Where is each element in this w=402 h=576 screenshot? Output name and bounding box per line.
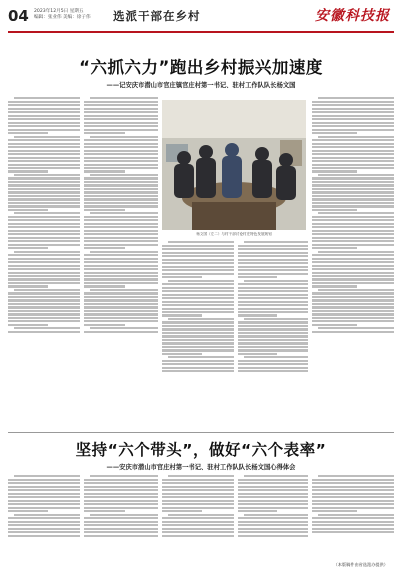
article2-subtitle: ——安庆市潜山市官庄村第一书记、驻村工作队队长杨文国心得体会 bbox=[106, 464, 296, 471]
article2-column bbox=[162, 474, 234, 562]
article1-column bbox=[8, 96, 80, 426]
page-number: 04 bbox=[8, 7, 29, 25]
header-rule bbox=[8, 31, 394, 33]
article2-column bbox=[8, 474, 80, 562]
article1-column bbox=[238, 240, 308, 426]
article1-photo bbox=[162, 100, 306, 230]
article2-column bbox=[312, 474, 394, 560]
issue-date: 2023年12月5日 星期五 bbox=[34, 9, 84, 14]
article1-column bbox=[84, 96, 158, 426]
section-title: 选派干部在乡村 bbox=[113, 9, 201, 23]
article1-title: “六抓六力”跑出乡村振兴加速度 bbox=[79, 58, 323, 77]
article1-subtitle: ——记安庆市潜山市官庄镇官庄村第一书记、驻村工作队队长杨文国 bbox=[106, 82, 296, 89]
date-line bbox=[34, 9, 91, 21]
article1-column bbox=[312, 96, 394, 426]
article-divider bbox=[8, 432, 394, 433]
editor-line: 编辑：张业伟 美编：徐子伟 bbox=[34, 15, 91, 20]
source-note: （本版稿件由省选派办提供） bbox=[333, 562, 388, 567]
article2-title: 坚持“六个带头”，做好“六个表率” bbox=[75, 441, 327, 459]
article2-column bbox=[238, 474, 308, 562]
article1-column bbox=[162, 240, 234, 426]
photo-caption: 杨文国（左二）与村干部讨论村庄特色发展规划 bbox=[196, 232, 272, 236]
newspaper-logo: 安徽科技报 bbox=[315, 8, 390, 24]
page-header bbox=[8, 6, 394, 30]
article2-column bbox=[84, 474, 158, 562]
